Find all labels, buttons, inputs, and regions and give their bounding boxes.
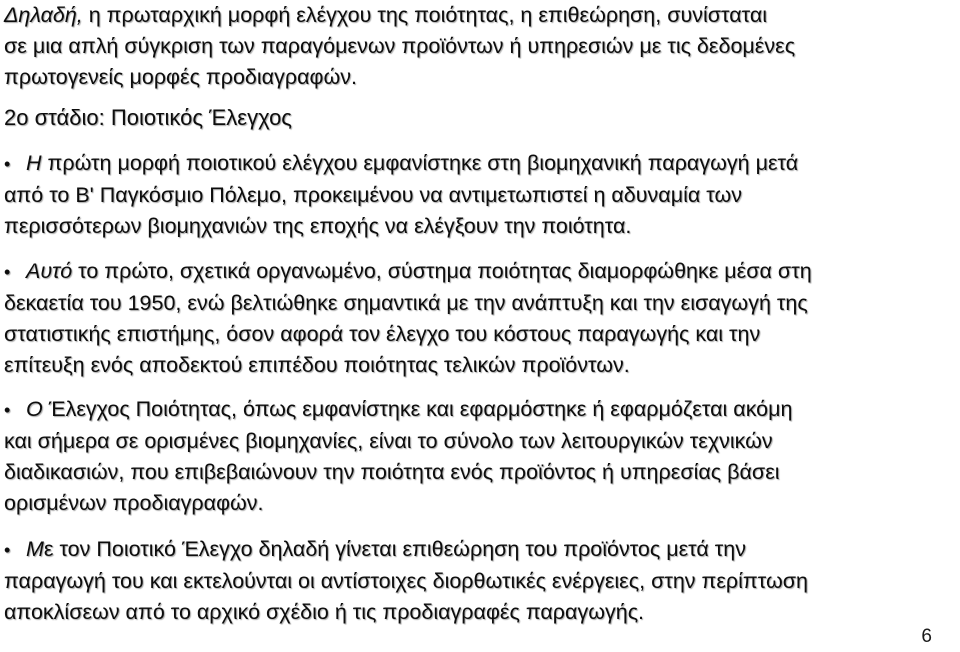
bullet-3-line-4: ορισμένων προδιαγραφών. bbox=[4, 491, 264, 515]
bullet-4-line-3: αποκλίσεων από το αρχικό σχέδιο ή τις προδιαγραφές παραγωγής. bbox=[4, 600, 645, 624]
bullet-1-line-3: περισσότερων βιομηχανιών της εποχής να ελέγξουν την ποιότητα. bbox=[4, 214, 632, 238]
bullet-1-line-2: από το Β' Παγκόσμιο Πόλεμο, προκειμένου να αντιμετωπιστεί η αδυναμία των bbox=[4, 183, 743, 207]
bullet-paragraph-1 bbox=[4, 148, 954, 242]
intro-line-3: πρωτογενείς μορφές προδιαγραφών. bbox=[4, 65, 357, 89]
bullet-2-line-4: επίτευξη ενός αποδεκτού επιπέδου ποιότητας τελικών προϊόντων. bbox=[4, 353, 630, 377]
bullet-icon: • bbox=[4, 400, 11, 420]
bullet-4-line-1: • Με τον Ποιοτικό Έλεγχο δηλαδή γίνεται επιθεώρηση του προϊόντος μετά την bbox=[4, 534, 954, 566]
bullet-2-line-2: δεκαετία του 1950, ενώ βελτιώθηκε σημαντικά με την ανάπτυξη και την εισαγωγή της bbox=[4, 291, 808, 315]
bullet-paragraph-4 bbox=[4, 534, 954, 628]
bullet-3-line-2: και σήμερα σε ορισμένες βιομηχανίες, είναι το σύνολο των λειτουργικών τεχνικών bbox=[4, 429, 773, 453]
intro-paragraph bbox=[4, 0, 954, 93]
section-heading: 2ο στάδιο: Ποιοτικός Έλεγχος bbox=[4, 105, 292, 130]
bullet-3-line-1: • Ο Έλεγχος Ποιότητας, όπως εμφανίστηκε και εφαρμόστηκε ή εφαρμόζεται ακόμη bbox=[4, 394, 954, 426]
bullet-paragraph-2 bbox=[4, 256, 954, 381]
bullet-icon: • bbox=[4, 154, 11, 174]
intro-line-2: σε μια απλή σύγκριση των παραγόμενων προϊόντων ή υπηρεσιών με τις δεδομένες bbox=[4, 34, 796, 58]
intro-line-1: Δηλαδή, η πρωταρχική μορφή ελέγχου της ποιότητας, η επιθεώρηση, συνίσταται bbox=[4, 3, 768, 27]
bullet-3-line-3: διαδικασιών, που επιβεβαιώνουν την ποιότητα ενός προϊόντος ή υπηρεσίας βάσει bbox=[4, 460, 780, 484]
bullet-paragraph-3 bbox=[4, 394, 954, 519]
bullet-icon: • bbox=[4, 540, 11, 560]
page-number: 6 bbox=[921, 626, 932, 647]
bullet-1-line-1: • Η πρώτη μορφή ποιοτικού ελέγχου εμφανίστηκε στη βιομηχανική παραγωγή μετά bbox=[4, 148, 954, 180]
bullet-2-line-3: στατιστικής επιστήμης, όσον αφορά τον έλεγχο του κόστους παραγωγής και την bbox=[4, 322, 761, 346]
bullet-2-line-1: • Αυτό το πρώτο, σχετικά οργανωμένο, σύστημα ποιότητας διαμορφώθηκε μέσα στη bbox=[4, 256, 954, 288]
bullet-4-line-2: παραγωγή του και εκτελούνται οι αντίστοιχες διορθωτικές ενέργειες, στην περίπτωση bbox=[4, 569, 808, 593]
bullet-icon: • bbox=[4, 262, 11, 282]
